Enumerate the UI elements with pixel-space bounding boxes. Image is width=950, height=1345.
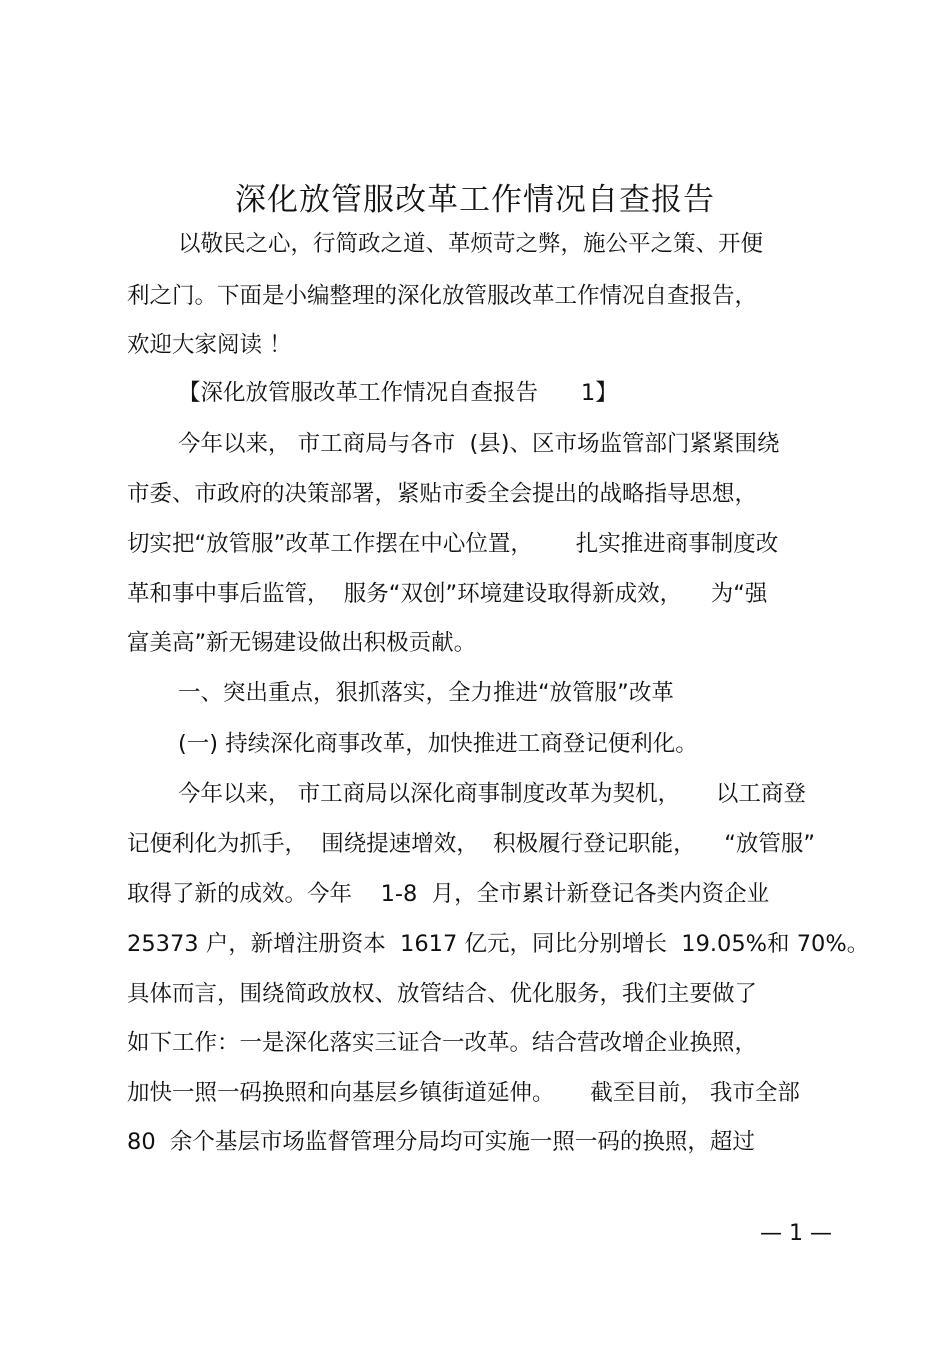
paragraph-line: 加快一照一码换照和向基层乡镇街道延伸。 截至目前， 我市全部 — [127, 1080, 800, 1106]
page-number: — 1 — — [760, 1221, 832, 1246]
subsection-heading: (一) 持续深化商事改革，加快推进工商登记便利化。 — [178, 731, 698, 757]
paragraph-line: 利之门。下面是小编整理的深化放管服改革工作情况自查报告， — [127, 283, 758, 309]
paragraph-line: 具体而言，围绕简政放权、放管结合、优化服务，我们主要做了 — [127, 981, 758, 1007]
paragraph-line: 今年以来， 市工商局以深化商事制度改革为契机， 以工商登 — [178, 781, 806, 807]
section-heading: 一、突出重点，狠抓落实，全力推进“放管服”改革 — [178, 680, 674, 706]
section-heading: 【深化放管服改革工作情况自查报告 1】 — [178, 380, 618, 406]
paragraph-line: 今年以来， 市工商局与各市 (县)、区市场监管部门紧紧围绕 — [178, 431, 780, 457]
paragraph-line: 80 余个基层市场监督管理分局均可实施一照一码的换照，超过 — [127, 1129, 755, 1155]
paragraph-line: 记便利化为抓手， 围绕提速增效， 积极履行登记职能， “放管服” — [127, 831, 816, 857]
paragraph-line: 25373 户，新增注册资本 1617 亿元，同比分别增长 19.05%和 70%。 — [127, 931, 870, 957]
paragraph-line: 以敬民之心，行简政之道、革烦苛之弊，施公平之策、开便 — [178, 231, 764, 257]
paragraph-line: 取得了新的成效。今年 1-8 月，全市累计新登记各类内资企业 — [127, 881, 770, 907]
paragraph-line: 革和事中事后监管， 服务“双创”环境建设取得新成效， 为“强 — [127, 581, 768, 607]
paragraph-line: 如下工作：一是深化落实三证合一改革。结合营改增企业换照， — [127, 1030, 758, 1056]
paragraph-line: 富美高”新无锡建设做出积极贡献。 — [127, 630, 477, 656]
paragraph-line: 切实把“放管服”改革工作摆在中心位置， 扎实推进商事制度改 — [127, 531, 779, 557]
paragraph-line: 市委、市政府的决策部署，紧贴市委全会提出的战略指导思想， — [127, 481, 758, 507]
paragraph-line: 欢迎大家阅读 ！ — [127, 332, 292, 358]
document-title: 深化放管服改革工作情况自查报告 — [235, 182, 715, 218]
